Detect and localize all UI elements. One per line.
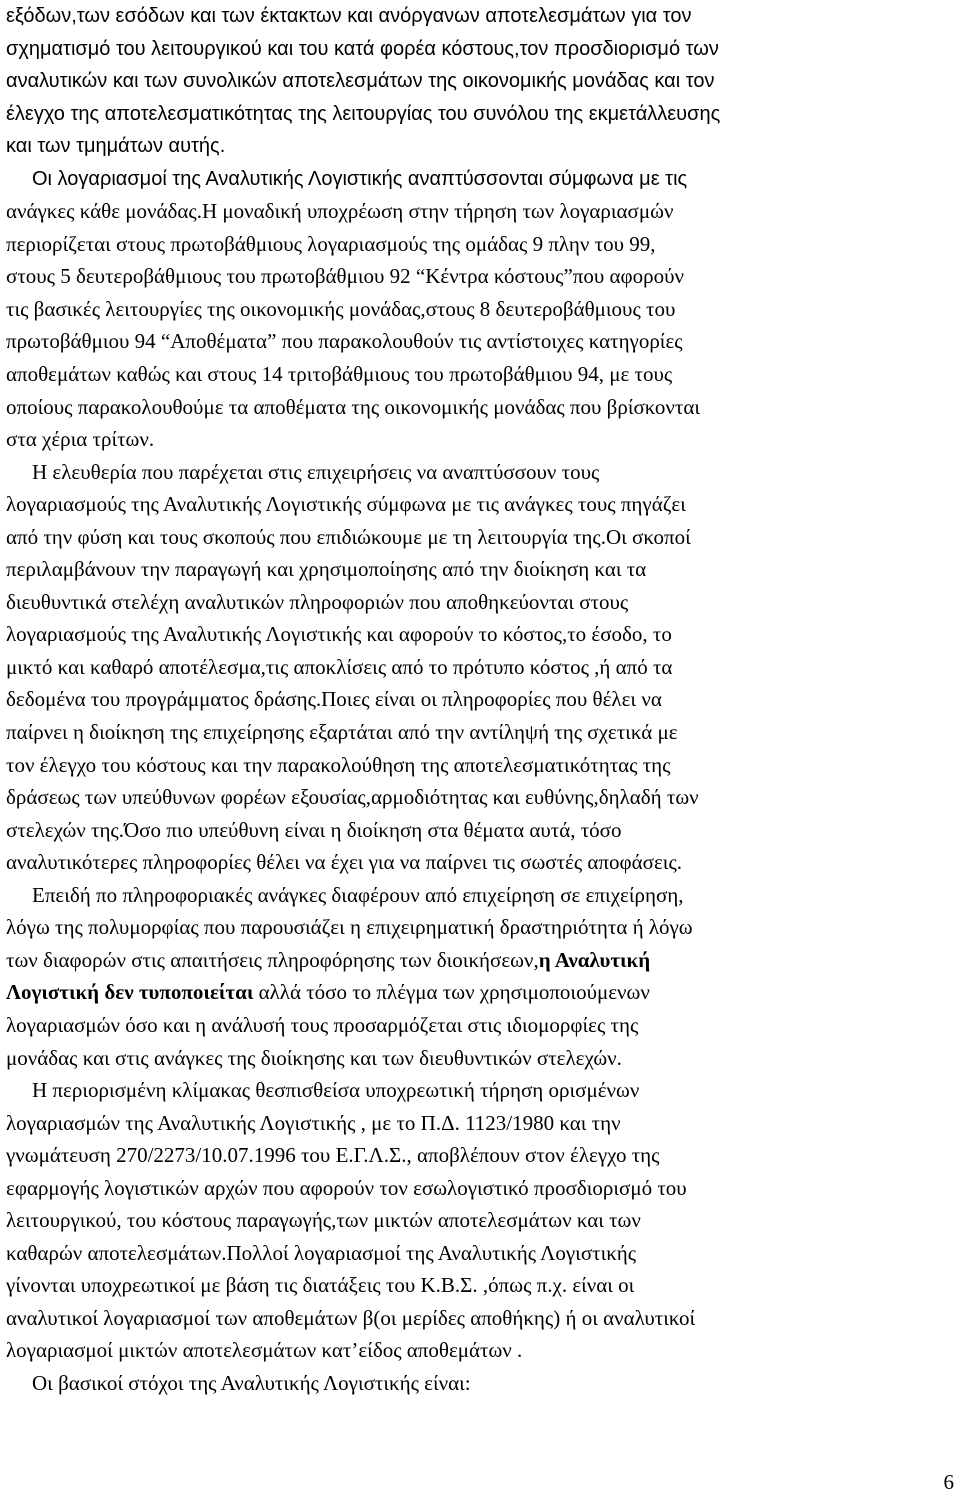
- text-line: σχηματισμό του λειτουργικού και του κατά φορέα κόστους,τον προσδιορισμό των: [6, 37, 719, 60]
- text-line: εξόδων,των εσόδων και των έκτακτων και ανόργανων αποτελεσμάτων για τον: [6, 5, 692, 27]
- text-line: εφαρμογής λογιστικών αρχών που αφορούν τον εσωλογιστικό προσδιορισμό του: [6, 1175, 687, 1200]
- text-line: στους 5 δευτεροβάθμιους του πρωτοβάθμιου 92 “Κέντρα κόστους”που αφορούν: [6, 264, 685, 289]
- text-line: καθαρών αποτελεσμάτων.Πολλοί λογαριασμοί της Αναλυτικής Λογιστικής: [6, 1240, 637, 1265]
- text-line: στα χέρια τρίτων.: [6, 427, 155, 452]
- text-line: τον έλεγχο του κόστους και την παρακολούθηση της αποτελεσματικότητας της: [6, 752, 671, 777]
- text-line: περιλαμβάνουν την παραγωγή και χρησιμοποίησης από την διοίκηση και τα: [6, 557, 647, 582]
- text-line: δεδομένα του προγράμματος δράσης.Ποιες είναι οι πληροφορίες που θέλει να: [6, 687, 662, 712]
- text-line: λογαριασμοί μικτών αποτελεσμάτων κατ’είδος αποθεμάτων .: [6, 1338, 523, 1363]
- text-line-part: αλλά τόσο το πλέγμα των χρησιμοποιούμενων: [253, 980, 650, 1005]
- text-line: αναλυτικών και των συνολικών αποτελεσμάτων της οικονομικής μονάδας και τον: [6, 70, 715, 93]
- text-line: μονάδας και στις ανάγκες της διοίκησης και των διευθυντικών στελεχών.: [6, 1045, 622, 1070]
- text-line: αναλυτικοί λογαριασμοί των αποθεμάτων β(οι μερίδες αποθήκης) ή οι αναλυτικοί: [6, 1305, 696, 1330]
- text-line-content: Η ελευθερία που παρέχεται στις επιχειρήσεις να αναπτύσσουν τους: [32, 459, 600, 484]
- text-line: από την φύση και τους σκοπούς που επιδιώκουμε με τη λειτουργία της.Οι σκοποί: [6, 524, 691, 549]
- text-line: περιορίζεται στους πρωτοβάθμιους λογαριασμούς της ομάδας 9 πλην του 99,: [6, 231, 656, 256]
- document-body: [6, 0, 956, 1400]
- text-line-part: ανάγκες κάθε μονάδας.: [6, 199, 202, 224]
- text-line: γνωμάτευση 270/2273/10.07.1996 του Ε.Γ.Λ.Σ., αποβλέπουν στον έλεγχο της: [6, 1143, 660, 1168]
- text-line: [6, 456, 956, 489]
- text-line: [6, 1367, 956, 1400]
- text-line-part: των διαφορών στις απαιτήσεις πληροφόρησης των διοικήσεων,: [6, 947, 539, 972]
- text-line: διευθυντικά στελέχη αναλυτικών πληροφοριών που αποθηκεύονται στους: [6, 589, 629, 614]
- text-line: [6, 879, 956, 912]
- text-line: [6, 195, 956, 228]
- bold-phrase: Λογιστική δεν τυποποιείται: [6, 980, 254, 1005]
- text-line: [6, 944, 956, 977]
- text-line: λόγω της πολυμορφίας που παρουσιάζει η επιχειρηματική δραστηριότητα ή λόγω: [6, 915, 693, 940]
- text-line: τις βασικές λειτουργίες της οικονομικής μονάδας,στους 8 δευτεροβάθμιους του: [6, 296, 676, 321]
- bold-phrase: η Αναλυτική: [538, 947, 651, 972]
- text-line: [6, 976, 956, 1009]
- text-line: λογαριασμούς της Αναλυτικής Λογιστικής σύμφωνα με τις ανάγκες τους πηγάζει: [6, 492, 686, 517]
- text-line: αναλυτικότερες πληροφορίες θέλει να έχει για να παίρνει τις σωστές αποφάσεις.: [6, 850, 683, 875]
- text-line: λειτουργικού, του κόστους παραγωγής,των μικτών αποτελεσμάτων και των: [6, 1208, 641, 1233]
- text-line: πρωτοβάθμιου 94 “Αποθέματα” που παρακολουθούν τις αντίστοιχες κατηγορίες: [6, 329, 683, 354]
- text-line: [6, 1074, 956, 1107]
- text-line: αποθεμάτων καθώς και στους 14 τριτοβάθμιους του πρωτοβάθμιου 94, με τους: [6, 362, 673, 387]
- text-line-content: Επειδή πο πληροφοριακές ανάγκες διαφέρουν από επιχείρηση σε επιχείρηση,: [32, 882, 684, 907]
- text-line: λογαριασμούς της Αναλυτικής Λογιστικής και αφορούν το κόστος,το έσοδο, το: [6, 622, 672, 647]
- text-line: [6, 163, 956, 196]
- text-line: γίνονται υποχρεωτικοί με βάση τις διατάξεις του Κ.Β.Σ. ,όπως π.χ. είναι οι: [6, 1273, 635, 1298]
- text-line: οποίους παρακολουθούμε τα αποθέματα της οικονομικής μονάδας που βρίσκονται: [6, 394, 701, 419]
- text-line: παίρνει η διοίκηση της επιχείρησης εξαρτάται από την αντίληψή της σχετικά με: [6, 720, 678, 745]
- text-line: λογαριασμών της Αναλυτικής Λογιστικής , με το Π.Δ. 1123/1980 και την: [6, 1110, 621, 1135]
- text-line-content: Η περιορισμένη κλίμακας θεσπισθείσα υποχρεωτική τήρηση ορισμένων: [32, 1078, 640, 1103]
- text-line: δράσεως των υπεύθυνων φορέων εξουσίας,αρμοδιότητας και ευθύνης,δηλαδή των: [6, 785, 699, 810]
- page-number: 6: [943, 1470, 954, 1494]
- text-line-content: Οι λογαριασμοί της Αναλυτικής Λογιστικής αναπτύσσονται σύμφωνα με τις: [32, 167, 688, 190]
- text-line-part: Η μοναδική υποχρέωση στην τήρηση των λογαριασμών: [202, 199, 674, 224]
- text-line: λογαριασμών όσο και η ανάλυσή τους προσαρμόζεται στις ιδιομορφίες της: [6, 1012, 639, 1037]
- text-line: και των τμημάτων αυτής.: [6, 135, 226, 158]
- text-line: έλεγχο της αποτελεσματικότητας της λειτουργίας του συνόλου της εκμετάλλευσης: [6, 102, 721, 125]
- text-line-content: Οι βασικοί στόχοι της Αναλυτικής Λογιστικής είναι:: [32, 1370, 471, 1395]
- text-line: στελεχών της.Όσο πιο υπεύθυνη είναι η διοίκηση στα θέματα αυτά, τόσο: [6, 817, 622, 842]
- text-line: μικτό και καθαρό αποτέλεσμα,τις αποκλίσεις από το πρότυπο κόστος ,ή από τα: [6, 654, 673, 679]
